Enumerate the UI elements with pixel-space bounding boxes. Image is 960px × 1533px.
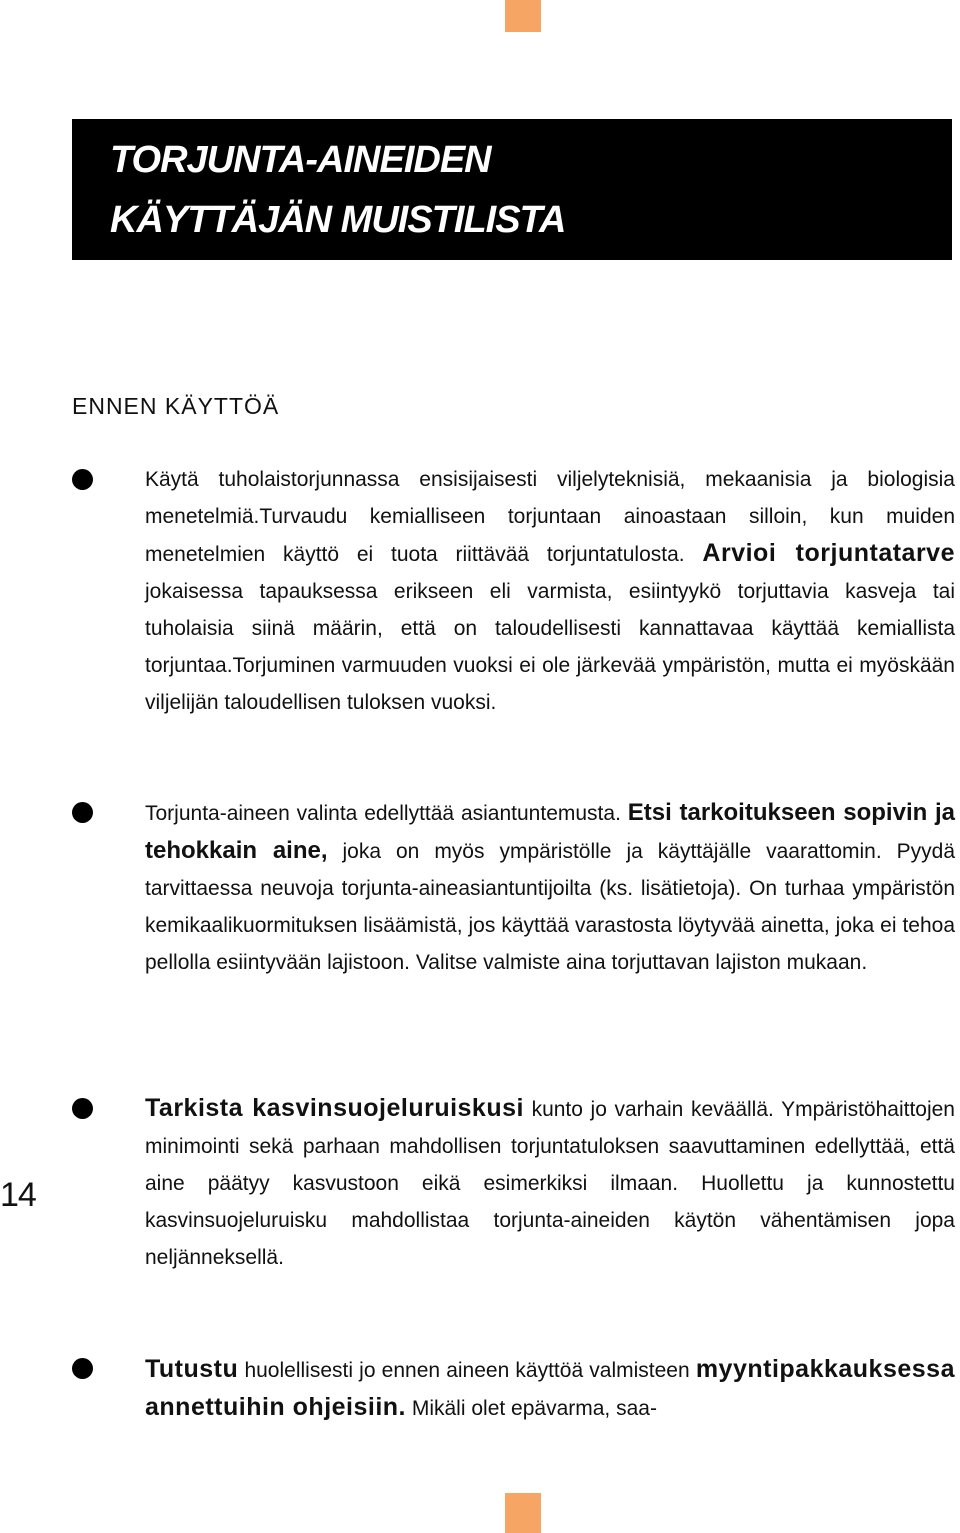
list-item [145,794,955,981]
page-number: 14 [0,1176,36,1214]
list-item-text: jokaisessa tapauksessa erikseen eli varmista, esiintyykö torjuttavia kasveja tai tuholaisia siinä määrin, että on taloudellisesti kannattavaa käyttää kemiallista torjuntaa.Torjuminen varmuuden vuoksi ei ole järkevää ympäristön, mutta ei myöskään viljelijän taloudellisen tuloksen vuoksi. [145,580,955,714]
bullet-dot-icon [72,1098,93,1119]
page-tab-marker-bottom [505,1493,541,1533]
list-item-text: Torjunta-aineen valinta edellyttää asiantuntemusta. [145,802,621,825]
list-item-text: huolellisesti jo ennen aineen käyttöä valmisteen [244,1359,690,1382]
title-line-2: KÄYTTÄJÄN MUISTILISTA [110,199,566,241]
list-item-emphasis: Arvioi torjuntatarve [702,539,955,567]
bullet-dot-icon [72,1358,93,1379]
bullet-dot-icon [72,802,93,823]
list-item-emphasis: Etsi tarkoitukseen sopivin ja tehokkain aine, [145,799,955,864]
list-item-text: joka on myös ympäristölle ja käyttäjälle vaarattomin. Pyydä tarvittaessa neuvoja torjunta-aineasiantuntijoilta (ks. lisätietoja). On turhaa ympäristön kemikaalikuormituksen lisäämistä, jos käyttää varastosta löytyvää ainetta, joka ei tehoa pellolla esiintyvään lajistoon. Valitse valmiste aina torjuttavan lajiston mukaan. [145,840,955,974]
list-item-emphasis: Tutustu [145,1355,239,1383]
title-banner [72,119,952,260]
list-item-emphasis: Tarkista kasvinsuojeluruiskusi [145,1094,524,1122]
list-item [145,1090,955,1276]
list-item-emphasis: myyntipakkauksessa annettuihin ohjeisiin. [145,1355,955,1421]
page-tab-marker-top [505,0,541,32]
title-line-1: TORJUNTA-AINEIDEN [110,139,491,181]
section-heading: ENNEN KÄYTTÖÄ [72,393,280,419]
bullet-dot-icon [72,469,93,490]
list-item-text: kunto jo varhain keväällä. Ympäristöhaittojen minimointi sekä parhaan mahdollisen torjuntatuloksen saavuttaminen edellyttää, että aine päätyy kasvustoon eikä esimerkiksi ilmaan. Huollettu ja kunnostettu kasvinsuojeluruisku mahdollistaa torjunta-aineiden käytön vähentämisen jopa neljänneksellä. [145,1098,955,1269]
list-item-text: Mikäli olet epävarma, saa- [411,1397,657,1420]
list-item [145,461,955,721]
list-item [145,1351,955,1427]
list-item-text: Käytä tuholaistorjunnassa ensisijaisesti viljelyteknisiä, mekaanisia ja biologisia menetelmiä.Turvaudu kemialliseen torjuntaan ainoastaan silloin, kun muiden menetelmien käyttö ei tuota riittävää torjuntatulosta. [145,468,955,566]
